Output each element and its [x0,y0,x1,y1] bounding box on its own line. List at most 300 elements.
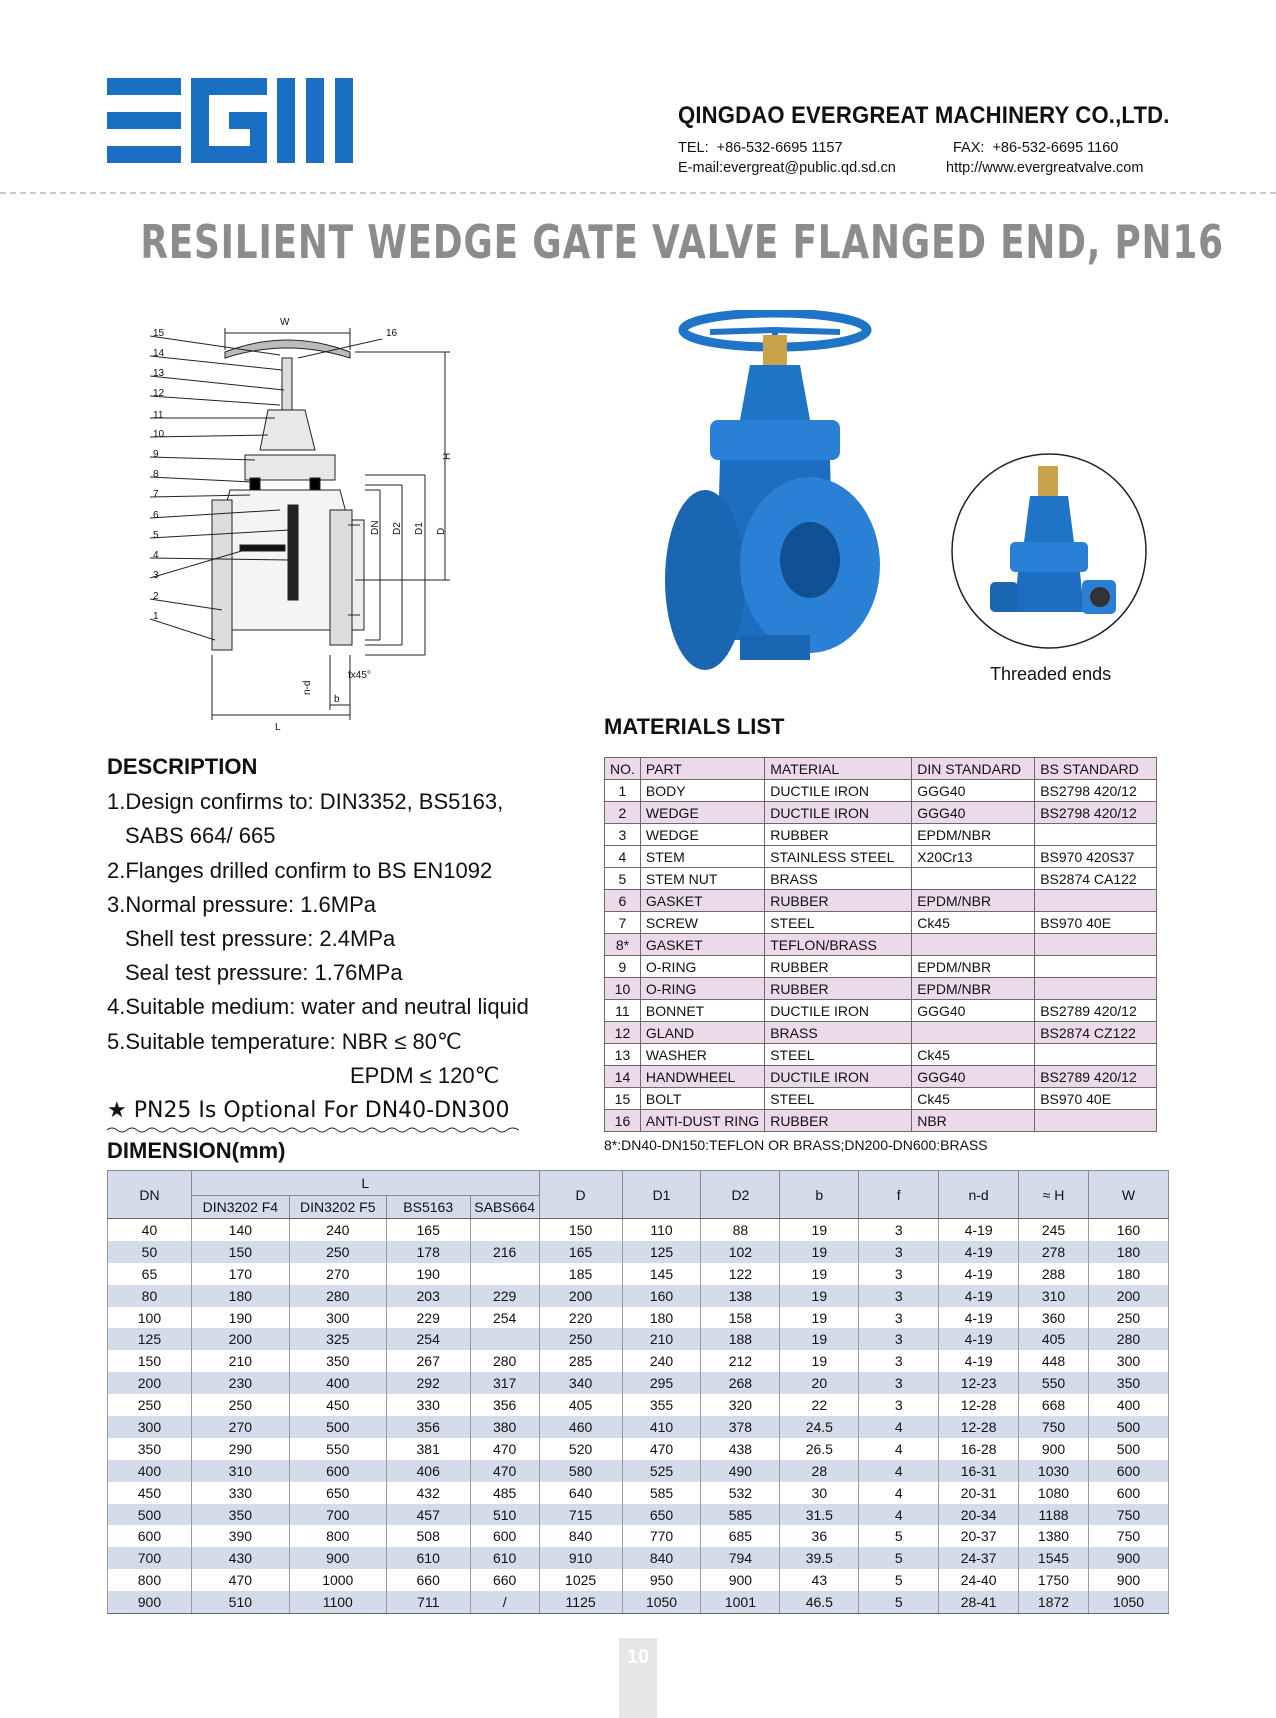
materials-row [605,1088,1157,1110]
dimension-cell: 510 [191,1591,289,1613]
material-part: HANDWHEEL [640,1066,764,1088]
dimension-cell: 400 [289,1372,386,1394]
dimension-cell: 4-19 [939,1219,1019,1241]
dimension-cell: 270 [289,1263,386,1285]
dimension-cell: 910 [539,1547,622,1569]
dimension-cell: 230 [191,1372,289,1394]
materials-col-bs: BS STANDARD [1035,758,1157,780]
dimension-cell: 270 [191,1416,289,1438]
material-name: DUCTILE IRON [765,780,912,802]
threaded-ends-caption: Threaded ends [990,664,1112,684]
dimension-row [108,1219,1169,1241]
dimension-cell: 3 [859,1263,939,1285]
dimension-cell: 390 [191,1525,289,1547]
dimension-row [108,1460,1169,1482]
description-line-2: SABS 664/ 665 [125,823,276,848]
dimension-cell [470,1328,539,1350]
dimension-cell: 100 [108,1307,192,1329]
dimension-cell: 150 [191,1241,289,1263]
dimension-cell: 200 [191,1328,289,1350]
material-din: GGG40 [912,1000,1035,1022]
material-bs: BS2789 420/12 [1035,1000,1157,1022]
dim-label-nd: n-d [302,680,313,695]
dimension-cell: 140 [191,1219,289,1241]
dimension-cell: 800 [108,1569,192,1591]
dimension-cell: 310 [191,1460,289,1482]
dimension-cell: 750 [1088,1504,1168,1526]
material-din: Ck45 [912,912,1035,934]
dimension-cell: 19 [780,1328,859,1350]
dimension-cell: 12-23 [939,1372,1019,1394]
dimension-cell: 610 [470,1547,539,1569]
material-part: GLAND [640,1022,764,1044]
dimension-row [108,1416,1169,1438]
dimension-cell: 288 [1019,1263,1089,1285]
material-din: EPDM/NBR [912,824,1035,846]
dimension-cell: 185 [539,1263,622,1285]
dimension-cell: 430 [191,1547,289,1569]
materials-row [605,1022,1157,1044]
material-name: BRASS [765,1022,912,1044]
dimension-cell: 180 [191,1285,289,1307]
dimension-cell: 250 [289,1241,386,1263]
dimension-cell: 405 [539,1394,622,1416]
material-bs [1035,1110,1157,1132]
dimension-cell: 600 [1088,1460,1168,1482]
material-bs [1035,956,1157,978]
dimension-row [108,1569,1169,1591]
part-num-13: 13 [153,368,165,379]
dimension-cell: 410 [622,1416,701,1438]
part-num-5: 5 [153,530,159,541]
dim-col-nd: n-d [939,1171,1019,1219]
dimension-cell: 500 [108,1504,192,1526]
part-num-2: 2 [153,591,159,602]
dimension-cell: 190 [386,1263,470,1285]
material-bs [1035,978,1157,1000]
material-bs: BS970 40E [1035,1088,1157,1110]
materials-header-row [605,758,1157,780]
material-no: 16 [605,1110,641,1132]
dimension-cell: 240 [622,1350,701,1372]
dimension-row [108,1350,1169,1372]
dimension-cell: 1025 [539,1569,622,1591]
dimension-cell: 330 [191,1482,289,1504]
description-line-3: 2.Flanges drilled confirm to BS EN1092 [107,858,493,883]
dimension-cell: 3 [859,1241,939,1263]
material-bs: BS970 40E [1035,912,1157,934]
company-logo [107,78,353,163]
material-no: 4 [605,846,641,868]
dimension-cell: 5 [859,1547,939,1569]
dimension-cell: 160 [1088,1219,1168,1241]
dimension-table [107,1170,1169,1614]
dimension-cell: 290 [191,1438,289,1460]
materials-col-part: PART [640,758,764,780]
material-part: GASKET [640,934,764,956]
dimension-cell: 950 [622,1569,701,1591]
tel-line [678,140,843,156]
page-title: RESILIENT WEDGE GATE VALVE FLANGED END, PN16 [140,215,1224,269]
dimension-cell: 122 [701,1263,780,1285]
dimension-cell: 138 [701,1285,780,1307]
material-no: 2 [605,802,641,824]
dimension-cell: 102 [701,1241,780,1263]
dimension-cell: 24.5 [780,1416,859,1438]
dimension-cell: 203 [386,1285,470,1307]
dimension-cell: 12-28 [939,1416,1019,1438]
dimension-cell: 39.5 [780,1547,859,1569]
dimension-cell: 1080 [1019,1482,1089,1504]
material-no: 5 [605,868,641,890]
dimension-cell: 350 [289,1350,386,1372]
dimension-cell: 150 [539,1219,622,1241]
company-name: QINGDAO EVERGREAT MACHINERY CO.,LTD. [678,102,1170,129]
dim-col-w: W [1088,1171,1168,1219]
materials-heading: MATERIALS LIST [604,714,785,739]
material-name: RUBBER [765,978,912,1000]
valve-photo [650,310,900,680]
dimension-cell: 900 [108,1591,192,1613]
dimension-cell: 508 [386,1525,470,1547]
dimension-cell: 448 [1019,1350,1089,1372]
dimension-cell: 438 [701,1438,780,1460]
dimension-cell: 715 [539,1504,622,1526]
dimension-cell: 490 [701,1460,780,1482]
material-part: WASHER [640,1044,764,1066]
dimension-cell: 610 [386,1547,470,1569]
material-din: X20Cr13 [912,846,1035,868]
materials-row [605,1066,1157,1088]
dim-label-dn: DN [370,520,381,535]
dimension-cell: 3 [859,1219,939,1241]
material-part: BONNET [640,1000,764,1022]
dimension-cell: 3 [859,1372,939,1394]
dimension-cell: 40 [108,1219,192,1241]
dimension-cell: 900 [1088,1569,1168,1591]
dimension-cell: 19 [780,1307,859,1329]
dimension-cell: 840 [539,1525,622,1547]
dimension-cell: 525 [622,1460,701,1482]
dimension-cell: 36 [780,1525,859,1547]
pn25-optional-note: ★ PN25 Is Optional For DN40-DN300 [107,1098,510,1123]
dimension-cell: 660 [470,1569,539,1591]
dimension-heading: DIMENSION(mm) [107,1138,286,1163]
dim-col-b: b [780,1171,859,1219]
dimension-cell: 240 [289,1219,386,1241]
material-no: 7 [605,912,641,934]
dimension-cell: 900 [289,1547,386,1569]
material-bs: BS2874 CA122 [1035,868,1157,890]
dimension-cell: 20-37 [939,1525,1019,1547]
dimension-cell: 800 [289,1525,386,1547]
dimension-row [108,1438,1169,1460]
dimension-cell: 216 [470,1241,539,1263]
dim-label-d: D [436,527,447,535]
dimension-cell: 5 [859,1569,939,1591]
dimension-cell: 210 [622,1328,701,1350]
dimension-cell: 4 [859,1438,939,1460]
dimension-cell: 22 [780,1394,859,1416]
dimension-cell: 19 [780,1263,859,1285]
dimension-cell: 4-19 [939,1285,1019,1307]
dimension-cell: 180 [1088,1263,1168,1285]
dimension-cell: 470 [470,1438,539,1460]
material-name: STEEL [765,1044,912,1066]
part-num-3: 3 [153,570,159,581]
dimension-cell: 280 [1088,1328,1168,1350]
part-num-1: 1 [153,611,159,622]
wavy-underline [107,1126,519,1134]
dimension-cell: 450 [108,1482,192,1504]
dimension-cell: 900 [1019,1438,1089,1460]
dimension-cell: 400 [108,1460,192,1482]
dimension-cell: 550 [289,1438,386,1460]
dimension-cell: 4 [859,1460,939,1482]
dimension-cell: 200 [539,1285,622,1307]
dimension-cell: 16-28 [939,1438,1019,1460]
header-divider [0,192,1276,194]
material-name: STEEL [765,912,912,934]
dimension-cell: 1050 [1088,1591,1168,1613]
materials-row [605,978,1157,1000]
description-line-6: Seal test pressure: 1.76MPa [125,960,403,985]
dimension-cell: 30 [780,1482,859,1504]
material-bs [1035,934,1157,956]
dimension-cell: 190 [191,1307,289,1329]
dimension-cell: 1545 [1019,1547,1089,1569]
materials-row [605,890,1157,912]
description-line-5: Shell test pressure: 2.4MPa [125,926,396,951]
material-part: STEM [640,846,764,868]
material-part: O-RING [640,978,764,1000]
part-num-14: 14 [153,348,165,359]
email: E-mail:evergreat@public.qd.sd.cn [678,160,896,176]
description-line-4: 3.Normal pressure: 1.6MPa [107,892,376,917]
dimension-row [108,1328,1169,1350]
material-no: 6 [605,890,641,912]
materials-row [605,802,1157,824]
dimension-row [108,1482,1169,1504]
dimension-cell: 532 [701,1482,780,1504]
dimension-cell: 292 [386,1372,470,1394]
dimension-cell: 178 [386,1241,470,1263]
dimension-cell: 1100 [289,1591,386,1613]
dimension-cell: 310 [1019,1285,1089,1307]
dimension-cell: 450 [289,1394,386,1416]
dimension-cell: 250 [1088,1307,1168,1329]
dimension-cell: 80 [108,1285,192,1307]
dimension-cell: 19 [780,1285,859,1307]
dimension-cell: 405 [1019,1328,1089,1350]
dimension-cell: 3 [859,1394,939,1416]
dimension-cell: 650 [289,1482,386,1504]
dimension-cell: 110 [622,1219,701,1241]
threaded-ends-illustration [950,452,1148,650]
dimension-cell: 200 [1088,1285,1168,1307]
dimension-cell: 125 [108,1328,192,1350]
materials-row [605,956,1157,978]
material-din [912,934,1035,956]
material-din: Ck45 [912,1088,1035,1110]
dimension-cell: 150 [108,1350,192,1372]
material-name: DUCTILE IRON [765,802,912,824]
dimension-cell: 28 [780,1460,859,1482]
dimension-cell: 580 [539,1460,622,1482]
dimension-cell: 180 [622,1307,701,1329]
dimension-cell: 380 [470,1416,539,1438]
part-num-10: 10 [153,429,165,440]
dim-label-f: fx45° [348,670,371,681]
dimension-cell: 1380 [1019,1525,1089,1547]
dimension-cell: 360 [1019,1307,1089,1329]
dimension-cell: 457 [386,1504,470,1526]
part-num-4: 4 [153,550,159,561]
dimension-cell: 245 [1019,1219,1089,1241]
description-line-9: EPDM ≤ 120℃ [350,1063,500,1088]
dimension-cell: 1001 [701,1591,780,1613]
dimension-cell: 1188 [1019,1504,1089,1526]
part-num-9: 9 [153,449,159,460]
dimension-cell: 550 [1019,1372,1089,1394]
dimension-row [108,1372,1169,1394]
materials-col-din: DIN STANDARD [912,758,1035,780]
dimension-row [108,1504,1169,1526]
part-num-8: 8 [153,469,159,480]
dimension-cell: 43 [780,1569,859,1591]
dimension-cell: 20-34 [939,1504,1019,1526]
dim-col-sabs664: SABS664 [470,1196,539,1219]
dimension-cell: 340 [539,1372,622,1394]
material-name: RUBBER [765,824,912,846]
dim-label-d2: D2 [392,522,403,535]
dimension-row [108,1525,1169,1547]
tel-label: TEL: [678,140,709,156]
material-name: DUCTILE IRON [765,1066,912,1088]
dimension-cell: 212 [701,1350,780,1372]
materials-row [605,868,1157,890]
material-name: RUBBER [765,1110,912,1132]
dimension-cell: 378 [701,1416,780,1438]
dimension-cell: 250 [539,1328,622,1350]
dimension-cell: 4 [859,1504,939,1526]
dimension-cell: 300 [1088,1350,1168,1372]
material-part: O-RING [640,956,764,978]
fax-number: +86-532-6695 1160 [992,140,1119,156]
materials-col-material: MATERIAL [765,758,912,780]
material-part: STEM NUT [640,868,764,890]
dimension-cell: 188 [701,1328,780,1350]
dimension-cell: 794 [701,1547,780,1569]
dimension-cell: 278 [1019,1241,1089,1263]
dimension-cell: / [470,1591,539,1613]
dimension-cell: 3 [859,1285,939,1307]
dimension-cell: 254 [470,1307,539,1329]
dimension-cell: 470 [191,1569,289,1591]
material-part: ANTI-DUST RING [640,1110,764,1132]
material-bs: BS970 420S37 [1035,846,1157,868]
dimension-cell: 432 [386,1482,470,1504]
dimension-cell [470,1263,539,1285]
dimension-cell: 4-19 [939,1350,1019,1372]
dimension-cell: 381 [386,1438,470,1460]
dimension-cell: 24-37 [939,1547,1019,1569]
part-num-12: 12 [153,388,165,399]
dimension-cell: 350 [108,1438,192,1460]
dimension-row [108,1307,1169,1329]
material-no: 9 [605,956,641,978]
material-part: BODY [640,780,764,802]
material-din: GGG40 [912,802,1035,824]
dimension-cell [470,1219,539,1241]
description-line-8: 5.Suitable temperature: NBR ≤ 80℃ [107,1029,462,1054]
dimension-cell: 585 [622,1482,701,1504]
dimension-cell: 19 [780,1241,859,1263]
material-part: WEDGE [640,824,764,846]
part-num-15: 15 [153,328,165,339]
dimension-cell: 500 [289,1416,386,1438]
materials-row [605,934,1157,956]
fax-label: FAX: [953,140,985,156]
dimension-cell: 88 [701,1219,780,1241]
dimension-cell: 31.5 [780,1504,859,1526]
materials-row [605,1110,1157,1132]
dimension-cell: 400 [1088,1394,1168,1416]
material-din [912,868,1035,890]
dimension-cell: 295 [622,1372,701,1394]
material-din [912,1022,1035,1044]
dim-col-l-group: L [191,1171,539,1196]
dimension-cell: 3 [859,1307,939,1329]
dimension-cell: 650 [622,1504,701,1526]
dimension-cell: 1872 [1019,1591,1089,1613]
description-line-1: 1.Design confirms to: DIN3352, BS5163, [107,789,504,814]
dimension-cell: 220 [539,1307,622,1329]
material-no: 14 [605,1066,641,1088]
dimension-cell: 160 [622,1285,701,1307]
dimension-cell: 600 [289,1460,386,1482]
dimension-cell: 325 [289,1328,386,1350]
dimension-cell: 510 [470,1504,539,1526]
dimension-cell: 470 [470,1460,539,1482]
dimension-cell: 750 [1088,1525,1168,1547]
dimension-cell: 165 [539,1241,622,1263]
dim-col-d2: D2 [701,1171,780,1219]
dim-col-f: f [859,1171,939,1219]
dimension-cell: 700 [108,1547,192,1569]
dimension-cell: 229 [470,1285,539,1307]
dim-label-d1: D1 [414,522,425,535]
dim-col-din3202-f5: DIN3202 F5 [289,1196,386,1219]
material-name: RUBBER [765,890,912,912]
dimension-cell: 26.5 [780,1438,859,1460]
material-bs: BS2798 420/12 [1035,780,1157,802]
dimension-cell: 330 [386,1394,470,1416]
material-no: 15 [605,1088,641,1110]
page-number: 10 [619,1638,657,1718]
dimension-cell: 5 [859,1525,939,1547]
dimension-cell: 20 [780,1372,859,1394]
dim-label-l: L [275,722,281,733]
dimension-cell: 840 [622,1547,701,1569]
dimension-cell: 20-31 [939,1482,1019,1504]
material-bs [1035,1044,1157,1066]
material-no: 11 [605,1000,641,1022]
dimension-row [108,1263,1169,1285]
dimension-cell: 165 [386,1219,470,1241]
dimension-cell: 356 [386,1416,470,1438]
dimension-cell: 1030 [1019,1460,1089,1482]
